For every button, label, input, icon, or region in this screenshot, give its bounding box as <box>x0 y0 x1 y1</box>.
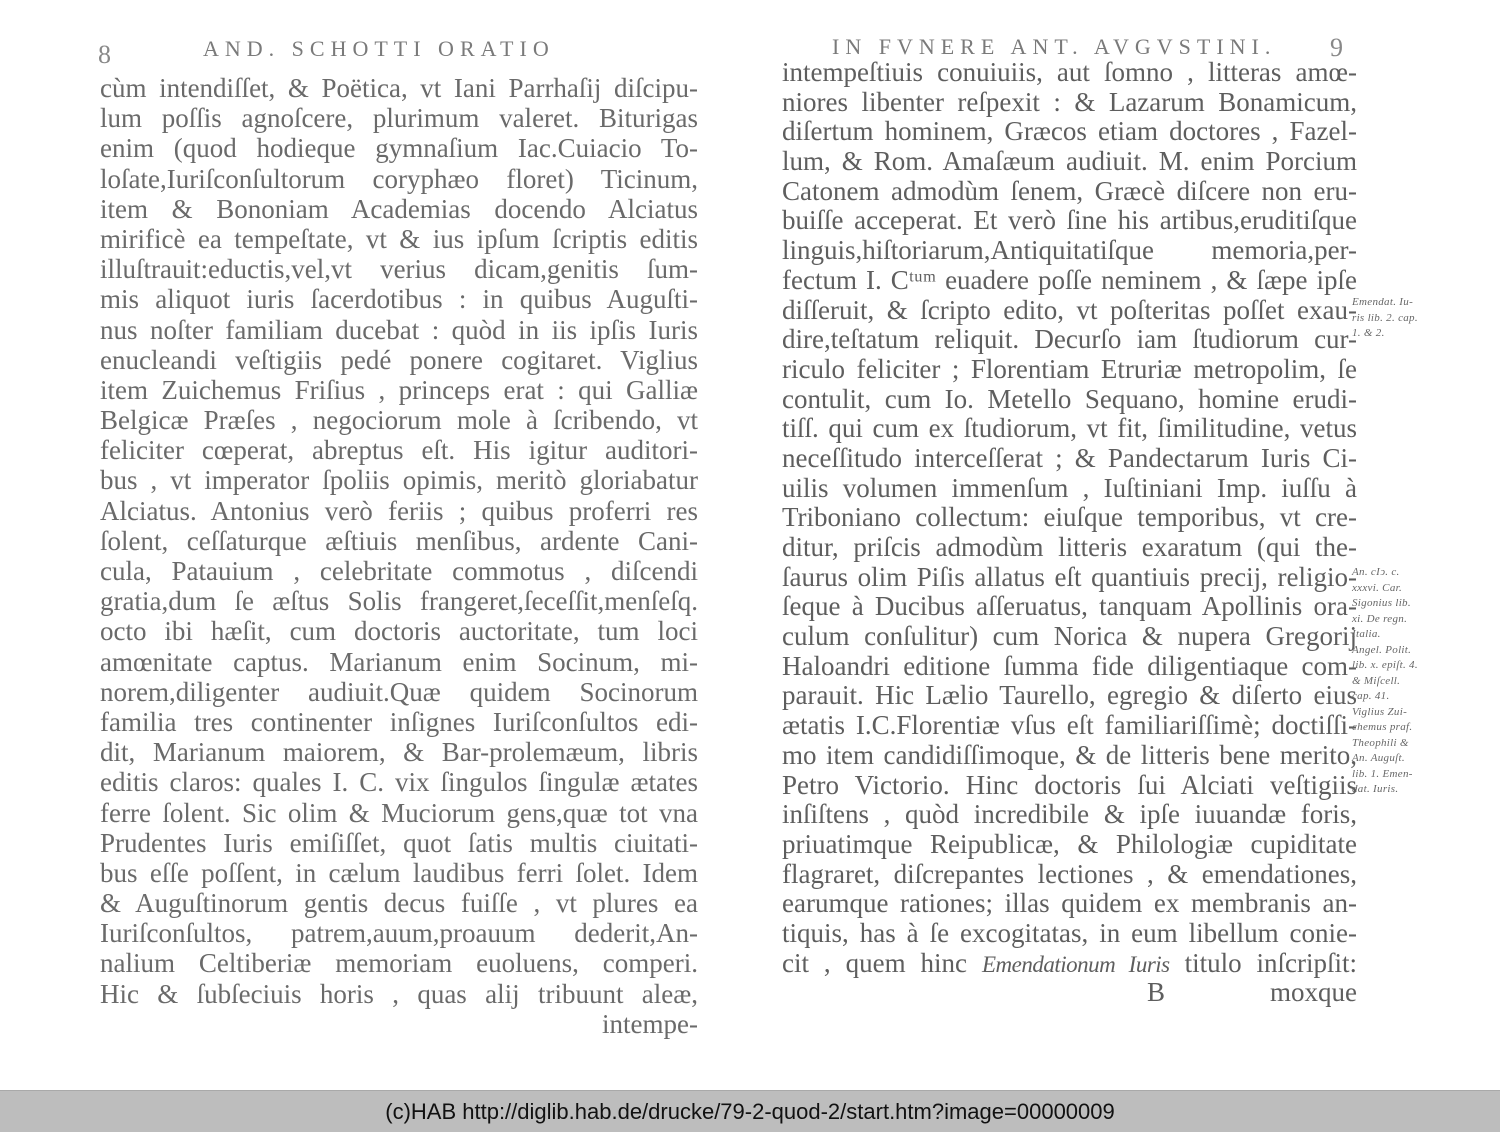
text-line: ditur, priſcis admodùm litteris exaratum (qui the- <box>782 533 1357 562</box>
text-line: ætatis I.C.Florentiæ vſus eſt familiariſſimè; doctiſſi- <box>782 711 1357 741</box>
text-line: Catonem admodùm ſenem, Græcè diſcere non eru- <box>782 176 1357 206</box>
catchword: moxque <box>1270 978 1357 1008</box>
text-line: earumque rationes; illas quidem ex membranis an- <box>782 889 1357 919</box>
text-span: titulo inſcripſit: <box>1169 948 1357 978</box>
text-line: bus , vt imperator ſpoliis opimis, meritò gloriabatur <box>100 465 698 496</box>
text-line: ferre ſolent. Sic olim & Muciorum gens,quæ tot vna <box>100 797 698 828</box>
text-line: dit, Marianum maiorem, & Bar-prolemæum, libris <box>100 737 698 768</box>
margin-note-line: lib. x. epiſt. 4. <box>1352 659 1418 671</box>
page-number: 9 <box>1330 33 1343 62</box>
left-page <box>0 0 740 1090</box>
text-line: editis claros: quales I. C. vix ſingulos ſingulæ ætates <box>100 767 698 798</box>
text-line: niores libenter reſpexit : & Lazarum Bonamicum, <box>782 87 1357 117</box>
margin-note-line: Angel. Polit. <box>1352 643 1412 656</box>
margin-note-line: xxxvi. Car. <box>1352 581 1403 594</box>
text-line: & Auguſtinorum gentis decus fuiſſe , vt plures ea <box>100 888 698 919</box>
copyright-url: (c)HAB http://diglib.hab.de/drucke/79-2-quod-2/start.htm?image=00000009 <box>385 1098 1115 1124</box>
text-line: cula, Patauium , celebritate commotus , diſcendi <box>100 556 698 586</box>
margin-note-line: Emendat. Iu- <box>1352 296 1414 308</box>
margin-note-line: Sigonius lib. <box>1352 597 1411 609</box>
text-line: tiquis, has à ſe excogitatas, in eum libellum conie- <box>782 918 1357 948</box>
text-line: Alciatus. Antonius verò feriis ; quibus proferri res <box>100 495 698 526</box>
text-line: Hic & ſubſeciuis horis , quas alij tribuunt aleæ, <box>100 978 698 1009</box>
text-line: loſate,Iuriſconſultorum coryphæo floret) Ticinum, <box>100 163 698 194</box>
text-line: buiſſe acceperat. Et verò ſine his artibus,eruditiſque <box>782 206 1357 236</box>
margin-note-line: An. cIↄ. c. <box>1352 566 1400 578</box>
italic-title: Emendationum Iuris <box>981 951 1170 977</box>
text-block <box>100 73 698 1039</box>
signature-mark: B <box>1147 978 1166 1008</box>
text-line: octo ibi hæſit, cum doctoris auctoritate, tum loci <box>100 616 698 647</box>
running-head: AND. SCHOTTI ORATIO <box>203 36 555 61</box>
text-line: cùm intendiſſet, & Poëtica, vt Iani Parrhaſij diſcipu- <box>100 73 698 103</box>
text-block <box>782 58 1357 1008</box>
text-line: enim (quod hodieque gymnaſium Iac.Cuiacio To- <box>100 133 698 164</box>
text-line: contulit, cum Io. Metello Sequano, homine erudi- <box>782 384 1357 414</box>
text-line: mis aliquot iuris ſacerdotibus : in quibus Auguſti- <box>100 284 698 315</box>
text-line: flagraret, diſcrepantes lectiones , & emendationes, <box>782 859 1357 889</box>
text-line: ſolent, ceſſaturque æſtiuis menſibus, ardente Cani- <box>100 525 698 556</box>
text-line: dire,teſtatum reliquit. Decurſo iam ſtudiorum cur- <box>782 325 1357 355</box>
text-line: mo item candidiſſimoque, & de litteris bene merito, <box>782 740 1357 770</box>
signature-line <box>782 978 1357 1008</box>
text-line: ſeque à Ducibus aſſeruatus, tanquam Apollinis ora- <box>782 592 1357 622</box>
text-line: priuatimque Reipublicæ, & Philologiæ cupiditate <box>782 829 1357 859</box>
text-line: lum poſſis agnoſcere, plurimum valeret. Biturigas <box>100 103 698 134</box>
right-page <box>740 0 1500 1090</box>
text-line: Iuriſconſultos, patrem,auum,proauum dederit,An- <box>100 918 698 949</box>
text-line: parauit. Hic Lælio Taurello, egregio & diſerto eius <box>782 681 1357 711</box>
text-line: amœnitate captus. Marianum enim Socinum, mi- <box>100 646 698 677</box>
margin-note-line: chemus praf. <box>1352 721 1413 733</box>
text-line: Petro Victorio. Hinc doctoris ſui Alciati veſtigiis <box>782 770 1357 800</box>
text-line: norem,diligenter audiuit.Quæ quidem Socinorum <box>100 676 698 707</box>
text-line: neceſſitudo interceſſerat ; & Pandectarum Iuris Ci- <box>782 443 1357 473</box>
text-line: Belgicæ Præſes , negociorum mole à ſcribendo, vt <box>100 405 698 436</box>
text-line: item & Bononiam Academias docendo Alciatus <box>100 193 698 224</box>
text-line: feliciter cœperat, abreptus eſt. His igitur auditori- <box>100 435 698 466</box>
margin-note <box>1352 565 1462 798</box>
margin-note-line: xi. De regn. <box>1352 612 1408 625</box>
margin-note-line: & Miſcell. <box>1352 674 1401 687</box>
margin-note-line: Theophili & <box>1352 736 1409 749</box>
text-line: familia tres continenter inſignes Iuriſconſultos edi- <box>100 706 698 737</box>
text-line: culum conſulitur) cum Norica & nupera Gregorij <box>782 622 1357 652</box>
text-line: linguis,hiſtoriarum,Antiquitatiſque memoria,per- <box>782 236 1357 266</box>
text-line: lum, & Rom. Amaſæum audiuit. M. enim Porcium <box>782 147 1357 177</box>
margin-note-line: cap. 41. <box>1352 690 1390 702</box>
running-head: IN FVNERE ANT. AVGVSTINI. <box>832 34 1277 59</box>
text-line: gratia,dum ſe æſtus Solis frangeret,ſeceſſit,menſeſq. <box>100 586 698 617</box>
text-line: diſſeruit, & ſcripto edito, vt poſteritas poſſet exau- <box>782 295 1357 325</box>
text-line: tiſſ. qui cum ex ſtudiorum, vt fit, ſimilitudine, vetus <box>782 414 1357 444</box>
text-line: fectum I. Cᵗᵘᵐ euadere poſſe neminem , & ſæpe ipſe <box>782 265 1357 295</box>
text-line: item Zuichemus Friſius , princeps erat : qui Galliæ <box>100 374 698 405</box>
margin-note-line: 1. & 2. <box>1352 327 1385 339</box>
text-line: Haloandri editione ſumma fide diligentiaque com- <box>782 651 1357 681</box>
text-line <box>782 949 1357 979</box>
text-line: riculo feliciter ; Florentiam Etruriæ metropolim, ſe <box>782 354 1357 384</box>
text-line: bus eſſe poſſent, in cælum laudibus ferri ſolet. Idem <box>100 857 698 888</box>
footer-bar <box>0 1090 1500 1132</box>
text-line: ſaurus olim Piſis allatus eſt quantiuis precij, religio- <box>782 562 1357 592</box>
text-line: uilis volumen immenſum , Iuſtiniani Imp. iuſſu à <box>782 473 1357 503</box>
page-number: 8 <box>98 40 111 69</box>
text-line: Prudentes Iuris emiſiſſet, quot ſatis multis ciuitati- <box>100 827 698 858</box>
text-line: enucleandi veſtigiis pedé ponere cogitaret. Viglius <box>100 344 698 375</box>
text-line: intempeſtiuis conuiuiis, aut ſomno , litteras amœ- <box>782 58 1357 87</box>
text-line: nus noſter familiam ducebat : quòd in iis ipſis Iuris <box>100 314 698 345</box>
margin-note-line: Italia. <box>1352 628 1381 640</box>
text-span: cit , quem hinc <box>782 948 982 978</box>
text-line: Triboniano collectum: eiuſque temporibus, vt cre- <box>782 503 1357 533</box>
margin-note-line: An. Auguſt. <box>1352 752 1405 764</box>
margin-note-line: dat. Iuris. <box>1352 783 1399 795</box>
margin-note <box>1352 295 1462 342</box>
margin-note-line: Viglius Zui- <box>1352 705 1408 718</box>
text-line: inſiſtens , quòd incredibile & ipſe iuuandæ foris, <box>782 800 1357 830</box>
text-line: mirificè ea tempeſtate, vt & ius ipſum ſcriptis editis <box>100 223 698 254</box>
text-line: nalium Celtiberiæ memoriam euoluens, comperi. <box>100 948 698 979</box>
catchword: intempe- <box>602 1008 698 1039</box>
margin-note-line: lib. 1. Emen- <box>1352 767 1413 780</box>
text-line: diſertum hominem, Græcos etiam doctores , Fazel- <box>782 117 1357 147</box>
text-line: illuſtrauit:eductis,vel,vt verius dicam,genitis ſum- <box>100 254 698 285</box>
margin-note-line: ris lib. 2. cap. <box>1352 311 1418 324</box>
